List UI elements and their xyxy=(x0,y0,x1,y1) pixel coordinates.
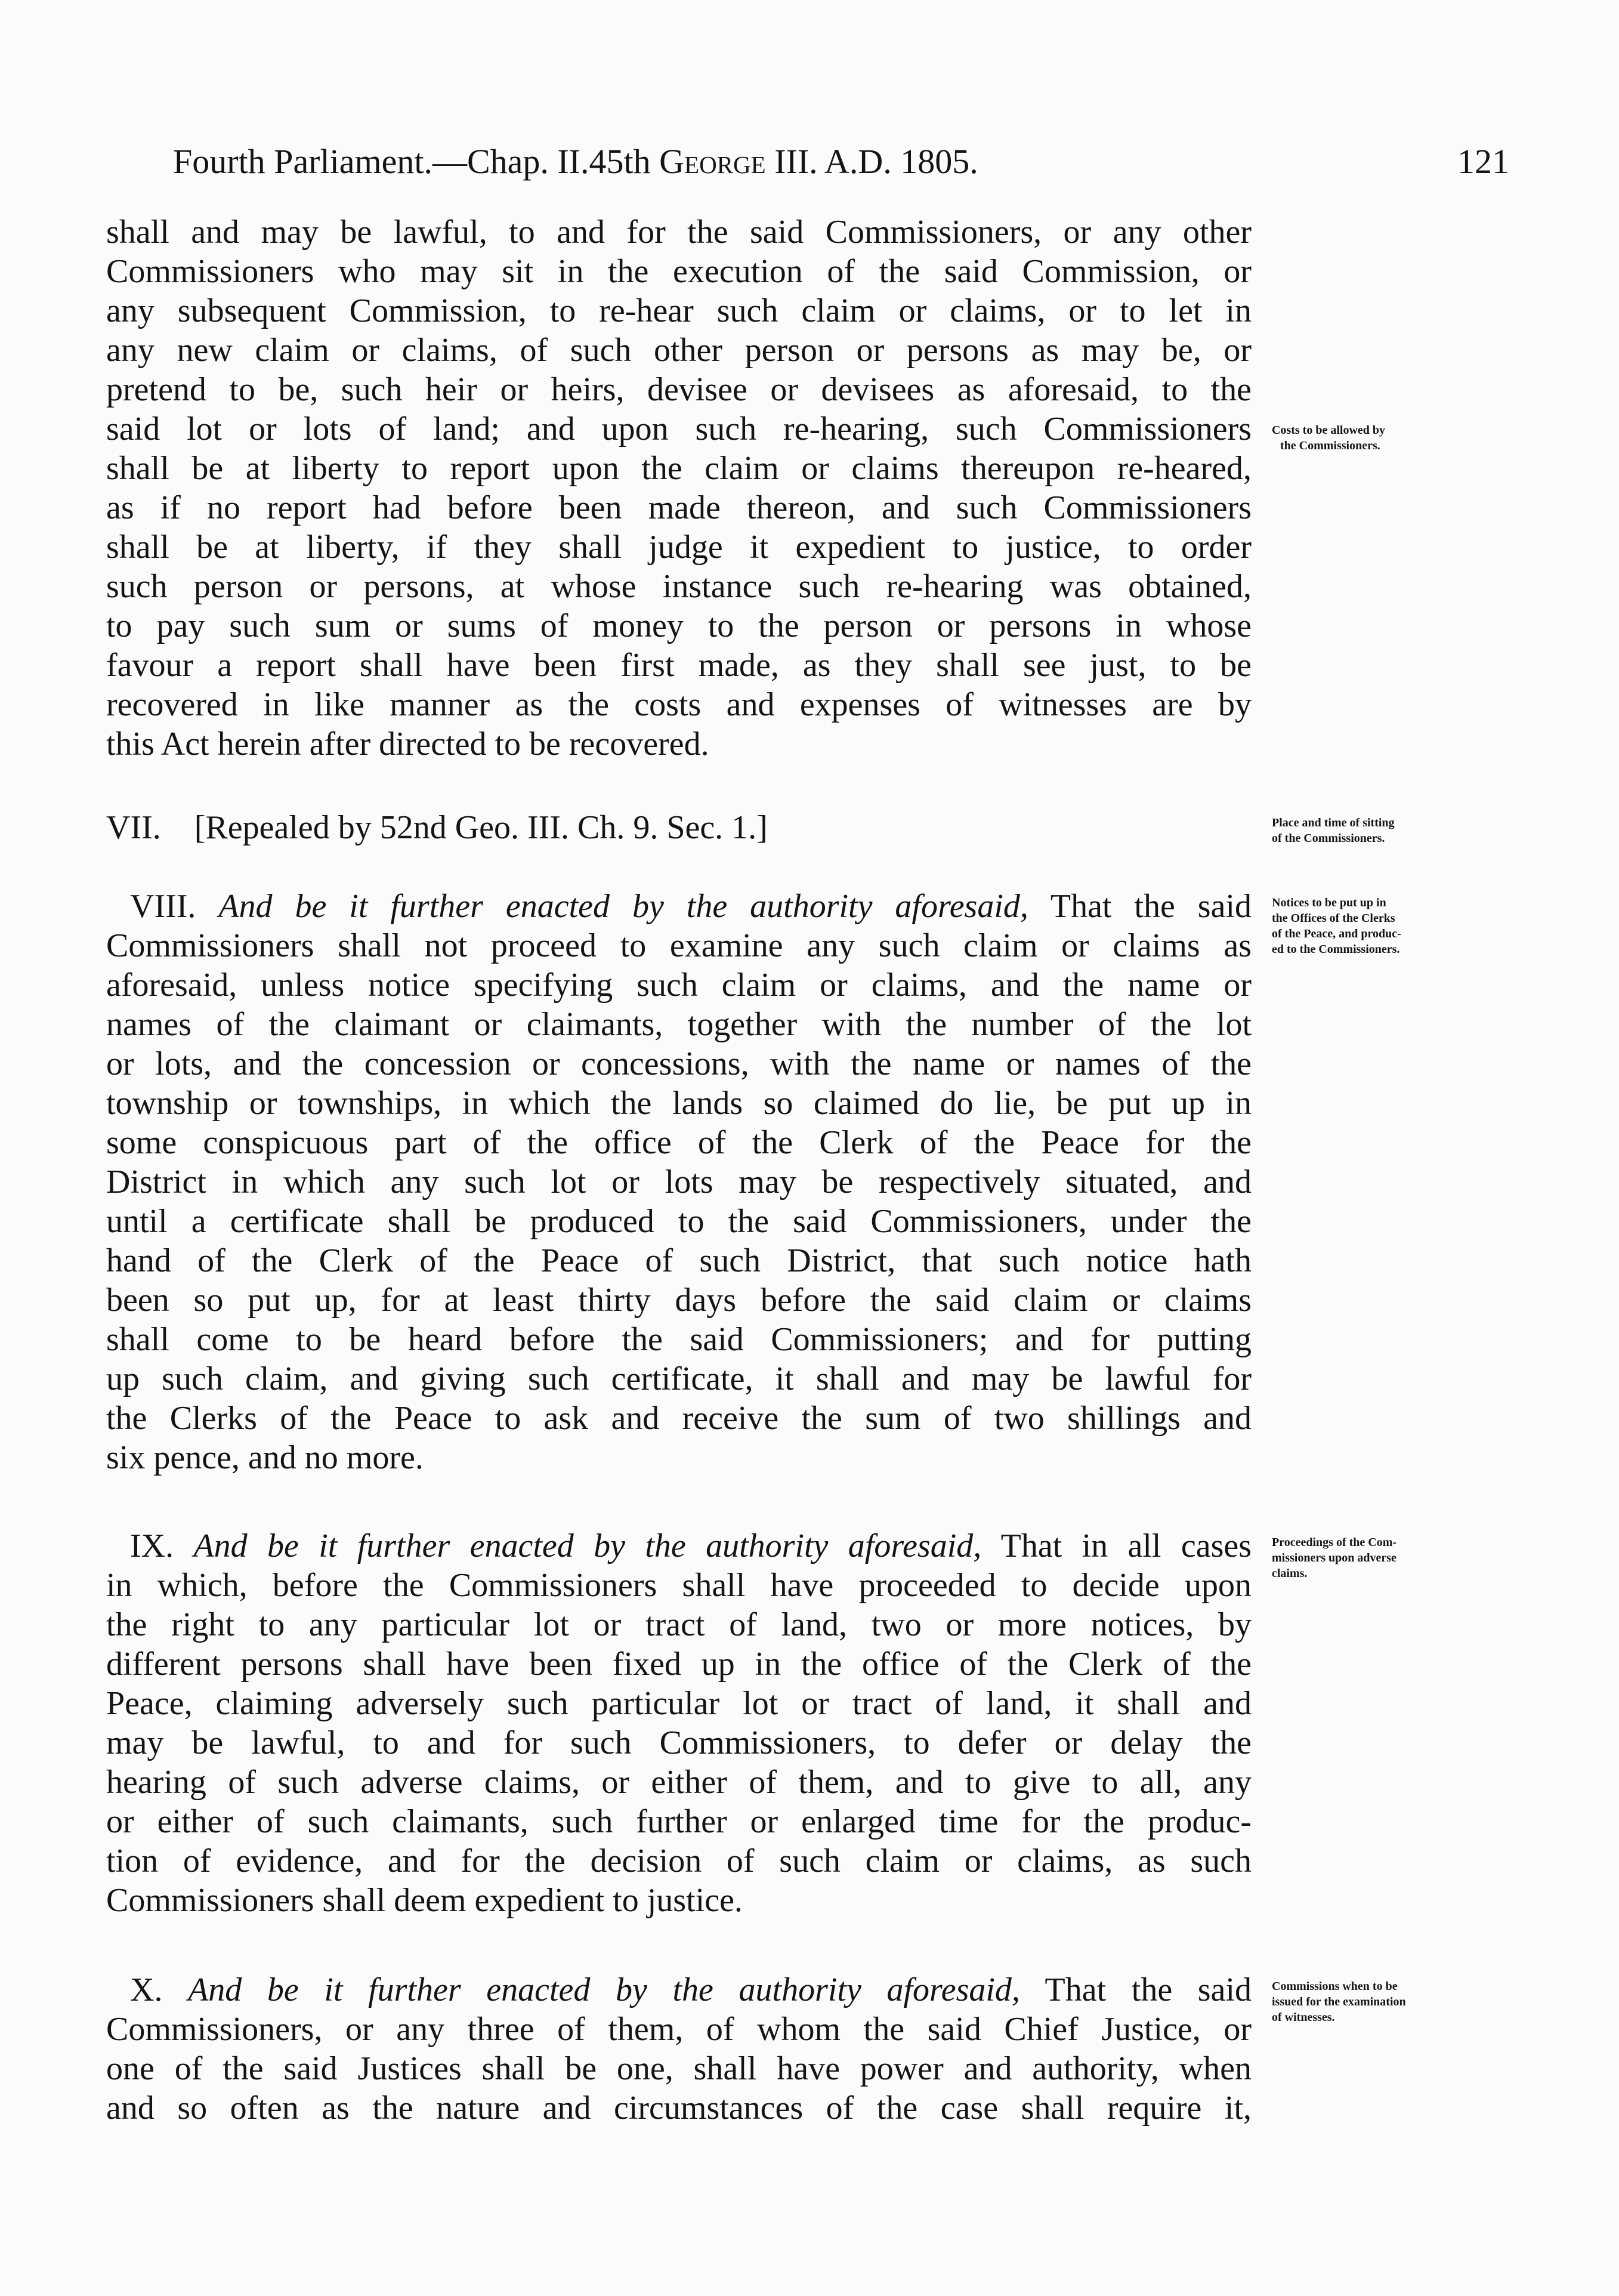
text-line: Commissioners, or any three of them, of whom the said Chief Justice, or xyxy=(106,2011,1252,2048)
text-line: up such claim, and giving such certificate, it shall and may be lawful for xyxy=(106,1360,1252,1397)
text-line: the right to any particular lot or tract of land, two or more notices, by xyxy=(106,1606,1252,1643)
text-line: tion of evidence, and for the decision of such claim or claims, as such xyxy=(106,1843,1252,1880)
text-line: or either of such claimants, such further or enlarged time for the produc- xyxy=(106,1803,1252,1840)
text-line: hand of the Clerk of the Peace of such District, that such notice hath xyxy=(106,1242,1252,1279)
enacting-clause: And be it further enacted by the authority aforesaid, xyxy=(193,1527,982,1564)
text-line: been so put up, for at least thirty days before the said claim or claims xyxy=(106,1282,1252,1319)
text-line: Peace, claiming adversely such particular lot or tract of land, it shall and xyxy=(106,1685,1252,1722)
enacting-clause: And be it further enacted by the authority aforesaid, xyxy=(218,888,1028,925)
text-line: Commissioners shall not proceed to examine any such claim or claims as xyxy=(106,927,1252,964)
margin-note-costs: Costs to be allowed by the Commissioners. xyxy=(1272,424,1386,452)
section-vii-line xyxy=(106,808,1252,847)
text-line: to pay such sum or sums of money to the person or persons in whose xyxy=(106,607,1252,644)
text-line: Commissioners who may sit in the execution of the said Commission, or xyxy=(106,253,1252,290)
text-line: hearing of such adverse claims, or either of them, and to give to all, any xyxy=(106,1764,1252,1801)
text-line: shall and may be lawful, to and for the said Commissioners, or any other xyxy=(106,214,1252,251)
text-line: may be lawful, to and for such Commissioners, to defer or delay the xyxy=(106,1724,1252,1761)
section-ix-first-line: IX. And be it further enacted by the authority aforesaid, That in all cases xyxy=(106,1526,1252,1566)
text-line: said lot or lots of land; and upon such re-hearing, such Commissioners xyxy=(106,411,1252,448)
text-line: shall be at liberty, if they shall judge it expedient to justice, to order xyxy=(106,529,1252,566)
text-line: as if no report had before been made thereon, and such Commissioners xyxy=(106,489,1252,526)
section-viii-first-line: VIII. And be it further enacted by the authority aforesaid, That the said xyxy=(106,887,1252,926)
text-line: shall come to be heard before the said Commissioners; and for putting xyxy=(106,1321,1252,1358)
section-ix xyxy=(106,1526,1252,1920)
margin-note-place: Place and time of sitting of the Commissioners. xyxy=(1272,816,1395,845)
margin-note-proceedings: Proceedings of the Com- missioners upon adverse claims. xyxy=(1272,1536,1397,1580)
text-line: until a certificate shall be produced to the said Commissioners, under the xyxy=(106,1203,1252,1240)
text-line: different persons shall have been fixed up in the office of the Clerk of the xyxy=(106,1646,1252,1683)
paragraph-continued xyxy=(106,212,1252,764)
section-viii xyxy=(106,887,1252,1477)
section-vii-text: [Repealed by 52nd Geo. III. Ch. 9. Sec. 1.] xyxy=(194,809,768,846)
section-vii xyxy=(106,808,1252,847)
section-vii-number: VII. xyxy=(106,809,161,846)
text-line: any new claim or claims, of such other person or persons as may be, or xyxy=(106,332,1252,369)
section-x-first-line: X. And be it further enacted by the authority aforesaid, That the said xyxy=(106,1970,1252,2010)
text-line: recovered in like manner as the costs and expenses of witnesses are by xyxy=(106,686,1252,723)
text-line: aforesaid, unless notice specifying such claim or claims, and the name or xyxy=(106,967,1252,1004)
text-line: some conspicuous part of the office of the Clerk of the Peace for the xyxy=(106,1124,1252,1161)
text-line: Commissioners shall deem expedient to justice. xyxy=(106,1882,743,1919)
section-x xyxy=(106,1970,1252,2128)
text-line: township or townships, in which the lands so claimed do lie, be put up in xyxy=(106,1085,1252,1122)
enacting-clause: And be it further enacted by the authority aforesaid, xyxy=(188,1971,1020,2008)
section-x-number: X. xyxy=(130,1971,163,2008)
text-line: or lots, and the concession or concessions, with the name or names of the xyxy=(106,1045,1252,1082)
text-line: in which, before the Commissioners shall have proceeded to decide upon xyxy=(106,1567,1252,1604)
text-line: and so often as the nature and circumstances of the case shall require it, xyxy=(106,2090,1252,2127)
margin-note-commissions: Commissions when to be issued for the examination of witnesses. xyxy=(1272,1980,1406,2024)
text-line: the Clerks of the Peace to ask and receive the sum of two shillings and xyxy=(106,1400,1252,1437)
text-line: pretend to be, such heir or heirs, devisee or devisees as aforesaid, to the xyxy=(106,371,1252,408)
text-line: such person or persons, at whose instance such re-hearing was obtained, xyxy=(106,568,1252,605)
text-line: this Act herein after directed to be recovered. xyxy=(106,726,709,763)
section-viii-number: VIII. xyxy=(130,888,196,925)
section-ix-number: IX. xyxy=(130,1527,174,1564)
page-number: 121 xyxy=(1457,142,1509,181)
text-line: any subsequent Commission, to re-hear such claim or claims, or to let in xyxy=(106,292,1252,329)
text-line: one of the said Justices shall be one, shall have power and authority, when xyxy=(106,2050,1252,2087)
text-line: names of the claimant or claimants, together with the number of the lot xyxy=(106,1006,1252,1043)
header-title: Fourth Parliament.—Chap. II.45th George III. A.D. 1805. xyxy=(173,142,978,181)
text-line: six pence, and no more. xyxy=(106,1439,424,1476)
text-line: favour a report shall have been first made, as they shall see just, to be xyxy=(106,647,1252,684)
text-line: District in which any such lot or lots may be respectively situated, and xyxy=(106,1164,1252,1201)
margin-note-notices: Notices to be put up in the Offices of the Clerks of the Peace, and produc- ed to the Commissioners. xyxy=(1272,896,1401,956)
running-header xyxy=(173,135,1509,189)
text-line: shall be at liberty to report upon the claim or claims thereupon re-heared, xyxy=(106,450,1252,487)
